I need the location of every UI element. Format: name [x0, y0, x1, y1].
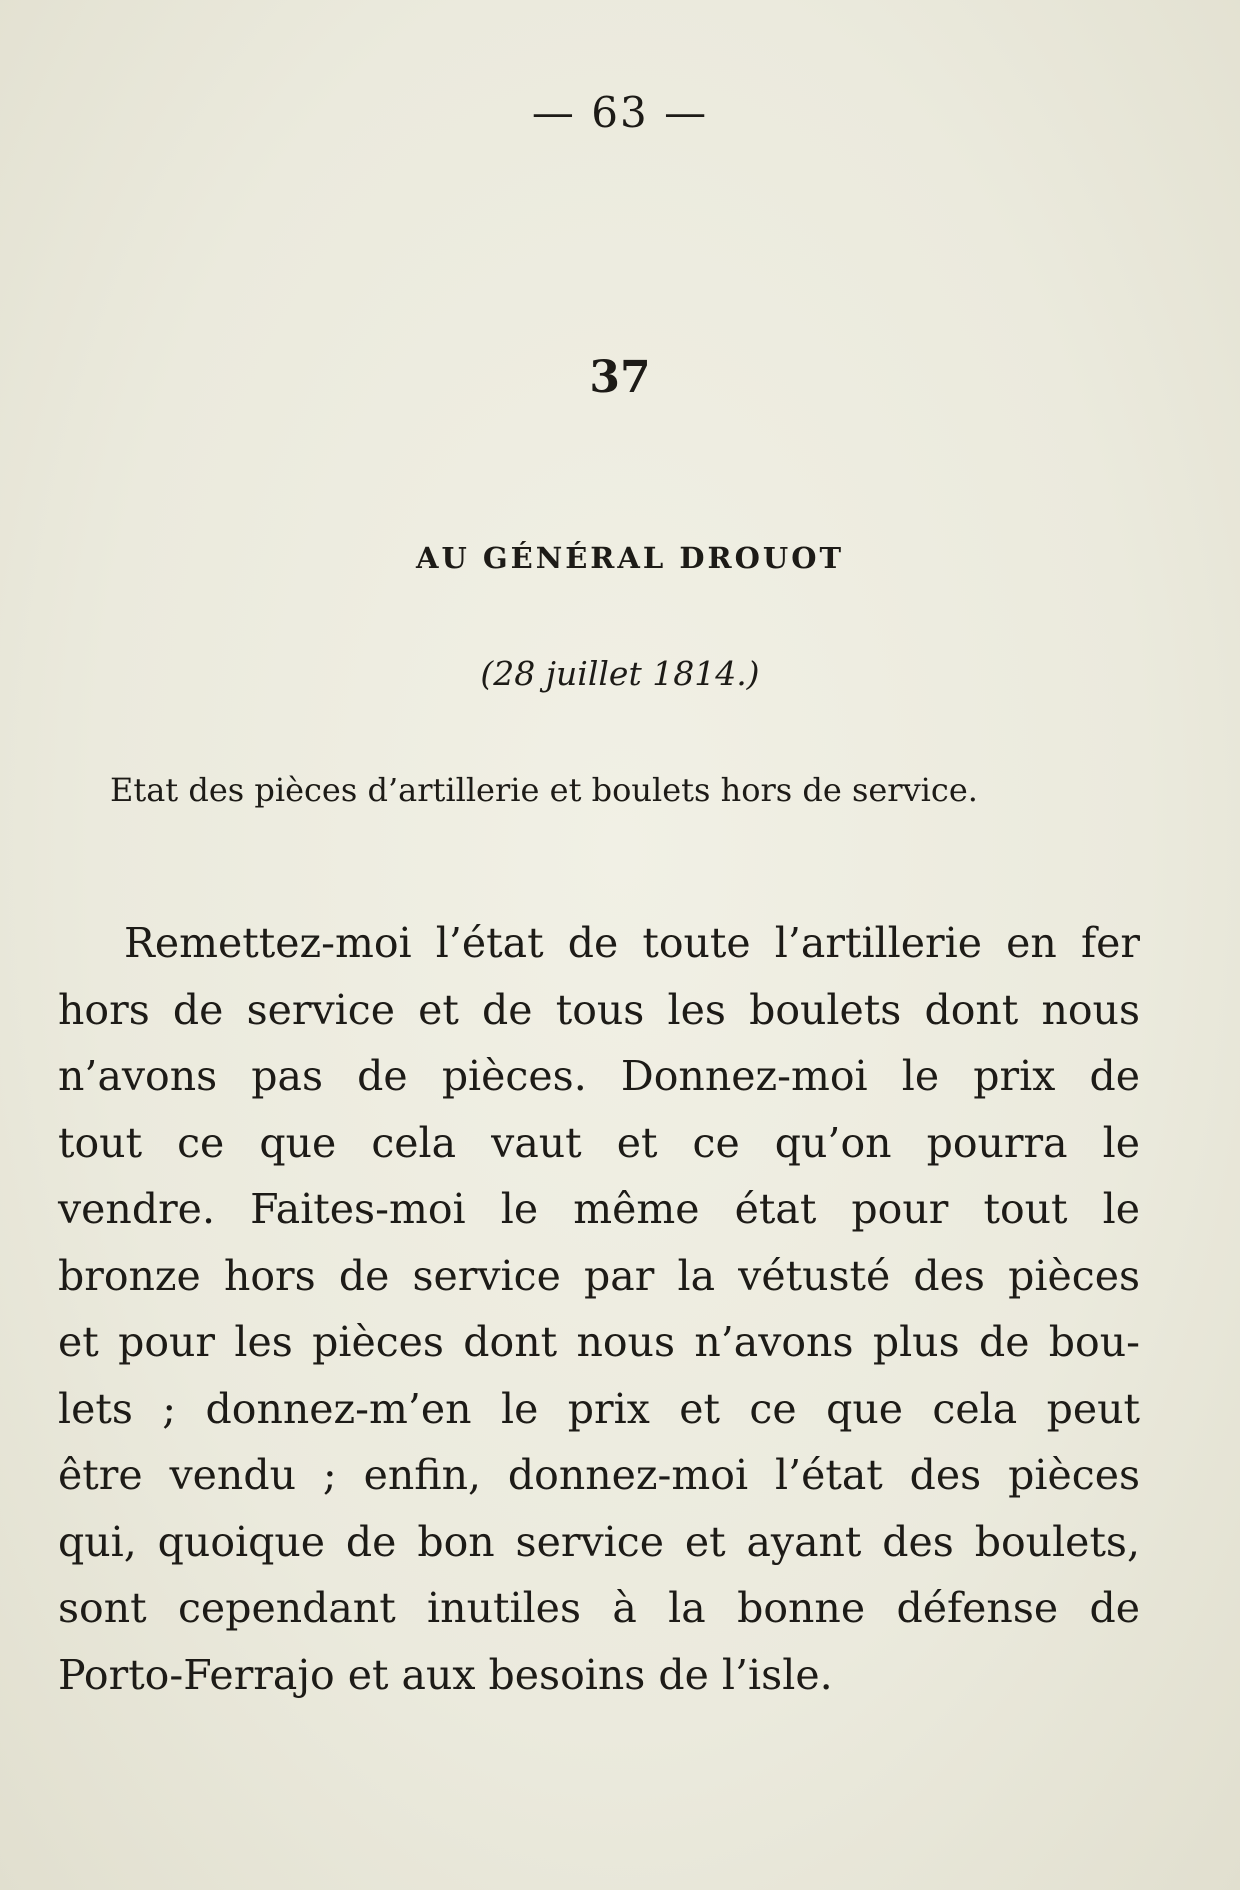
- body-line: tout ce que cela vaut et ce qu’on pourra le: [58, 1118, 1140, 1167]
- letter-body: [58, 910, 1140, 1708]
- body-line: et pour les pièces dont nous n’avons plus de bou-: [58, 1318, 1140, 1366]
- body-line: n’avons pas de pièces. Donnez-moi le prix de: [58, 1052, 1140, 1100]
- body-line: lets ; donnez-m’en le prix et ce que cela peut: [58, 1384, 1140, 1433]
- body-line: bronze hors de service par la vétusté des pièces: [58, 1251, 1140, 1300]
- letter-date: (28 juillet 1814.): [480, 654, 760, 693]
- body-line: être vendu ; enfin, donnez-moi l’état des pièces: [58, 1451, 1140, 1499]
- body-line: Porto-Ferrajo et aux besoins de l’isle.: [58, 1650, 833, 1699]
- body-line: vendre. Faites-moi le même état pour tout le: [58, 1185, 1140, 1233]
- page-number: — 63 —: [531, 88, 709, 137]
- body-line: qui, quoique de bon service et ayant des boulets,: [58, 1517, 1140, 1566]
- letter-addressee: AU GÉNÉRAL DROUOT: [415, 541, 845, 575]
- letter-number: 37: [589, 352, 651, 403]
- body-line: sont cependant inutiles à la bonne défense de: [58, 1584, 1140, 1632]
- body-line: Remettez-moi l’état de toute l’artillerie en fer: [124, 919, 1140, 967]
- body-line: hors de service et de tous les boulets dont nous: [58, 985, 1140, 1034]
- letter-subject: Etat des pièces d’artillerie et boulets hors de service.: [110, 771, 978, 809]
